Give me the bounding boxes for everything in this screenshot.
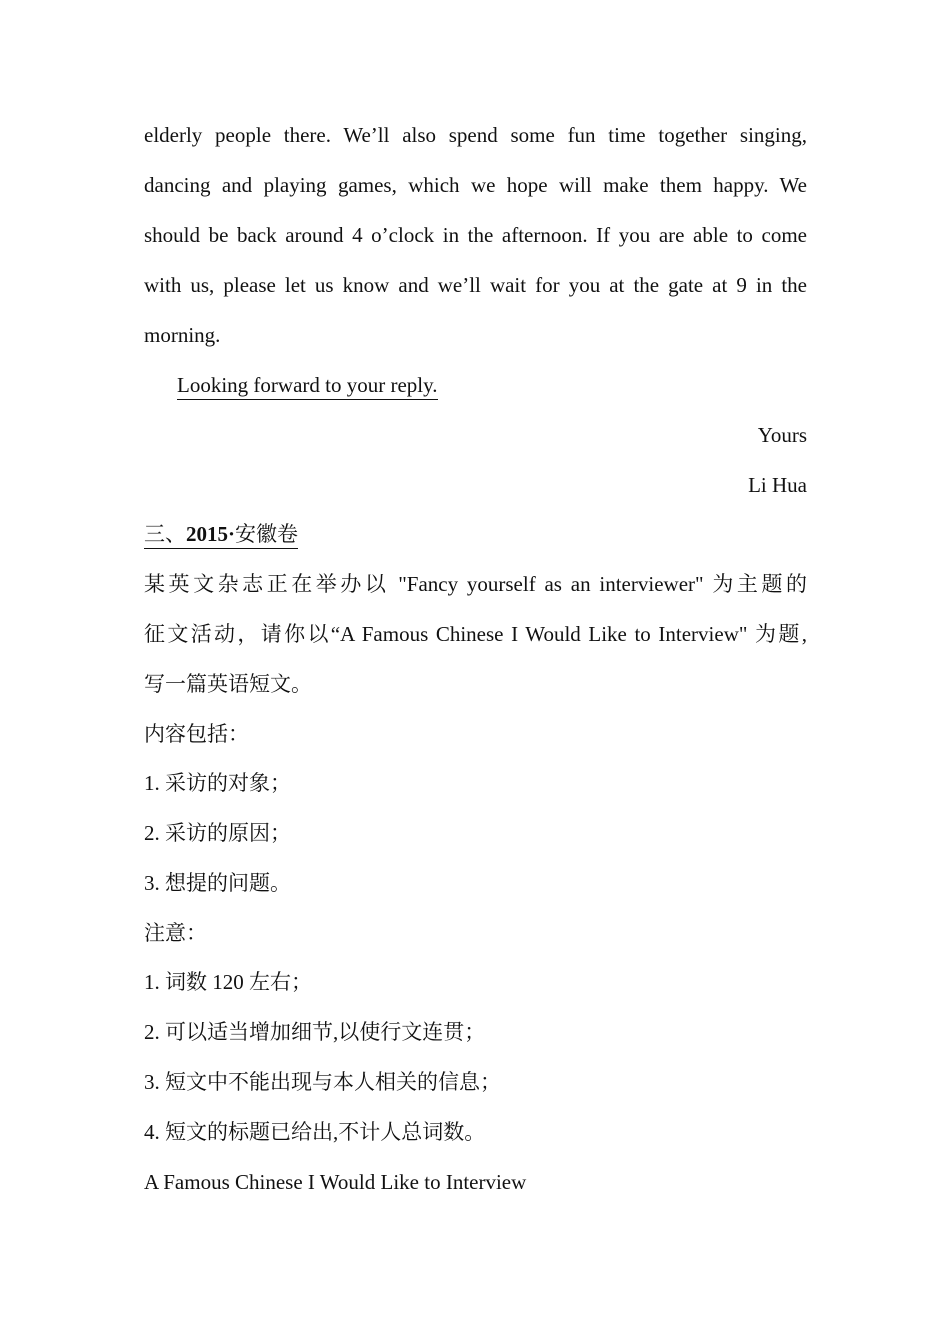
letter-sign-off: Yours (757, 423, 807, 447)
letter-line-2: dancing and playing games, which we hope will make them happy. We (144, 173, 807, 197)
content-heading: 内容包括： (144, 722, 249, 746)
letter-signature: Li Hua (748, 473, 807, 497)
notes-item-3: 3. 短文中不能出现与本人相关的信息； (144, 1070, 501, 1094)
letter-closing (177, 371, 438, 400)
letter-closing-text: Looking forward to your reply. (177, 372, 438, 400)
letter-line-3: should be back around 4 o’clock in the afternoon. If you are able to come (144, 223, 807, 247)
section-source: 安徽卷 (235, 522, 299, 546)
content-item-1: 1. 采访的对象； (144, 771, 291, 795)
notes-heading: 注意： (144, 921, 207, 945)
section-heading-underline (144, 521, 298, 549)
section-number: 三、 (144, 522, 186, 546)
section-separator: · (228, 522, 236, 546)
letter-line-1: elderly people there. We’ll also spend some fun time together singing, (144, 123, 807, 147)
prompt-line-1: 某英文杂志正在举办以 "Fancy yourself as an interviewer" 为主题的 (144, 572, 807, 596)
prompt-line-3: 写一篇英语短文。 (144, 672, 312, 696)
section-year: 2015 (186, 522, 228, 546)
notes-item-4: 4. 短文的标题已给出,不计人总词数。 (144, 1120, 486, 1144)
notes-item-1: 1. 词数 120 左右； (144, 970, 312, 994)
notes-item-2: 2. 可以适当增加细节,以使行文连贯； (144, 1020, 486, 1044)
letter-line-4: with us, please let us know and we’ll wait for you at the gate at 9 in the (144, 273, 807, 297)
letter-line-5: morning. (144, 323, 221, 347)
essay-title: A Famous Chinese I Would Like to Interview (144, 1170, 527, 1194)
content-item-3: 3. 想提的问题。 (144, 871, 291, 895)
content-item-2: 2. 采访的原因； (144, 821, 291, 845)
prompt-line-2: 征文活动，请你以“A Famous Chinese I Would Like to Interview" 为题, (144, 622, 807, 646)
section-heading (144, 520, 807, 549)
